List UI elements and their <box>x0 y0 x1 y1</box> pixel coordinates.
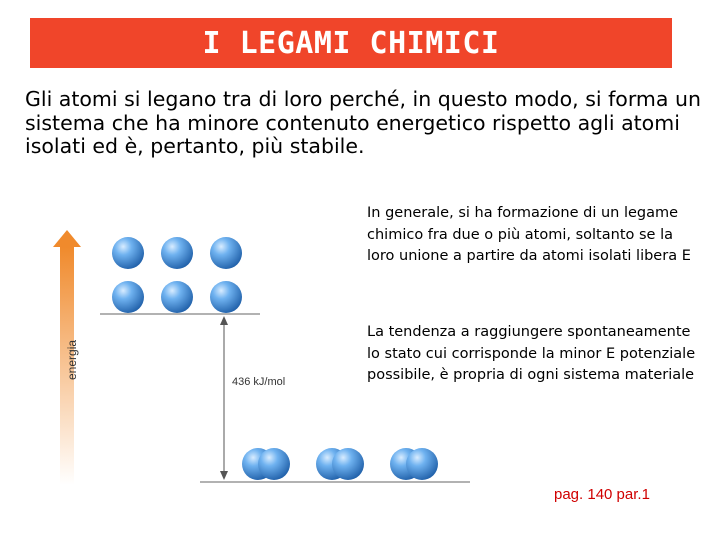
energy-axis-label: energia <box>65 339 79 380</box>
isolated-atom <box>161 281 193 313</box>
note-minimum-energy: La tendenza a raggiungere spontaneamente lo stato cui corrisponde la minor E potenziale possibile, è propria di ogni sistema materiale <box>367 324 696 383</box>
isolated-atom <box>112 281 144 313</box>
energy-difference-arrow <box>220 316 228 480</box>
molecule-atom <box>406 448 438 480</box>
hydrogen-molecule <box>390 448 438 480</box>
isolated-atom <box>161 237 193 269</box>
page-reference: pag. 140 par.1 <box>554 486 650 503</box>
isolated-atom <box>112 237 144 269</box>
molecules <box>242 448 438 480</box>
molecule-atom <box>332 448 364 480</box>
title-bar <box>30 18 672 68</box>
energy-diagram <box>50 225 480 490</box>
intro-paragraph: Gli atomi si legano tra di loro perché, in questo modo, si forma un sistema che ha minore contenuto energetico rispetto agli atomi isolati ed è, pertanto, più stabile. <box>25 87 701 158</box>
energy-difference-label: 436 kJ/mol <box>232 376 286 388</box>
isolated-atom <box>210 237 242 269</box>
molecule-atom <box>258 448 290 480</box>
isolated-atom <box>210 281 242 313</box>
isolated-atoms <box>112 237 242 313</box>
note-bond-formation: In generale, si ha formazione di un legame chimico fra due o più atomi, soltanto se la loro unione a partire da atomi isolati libera E <box>367 205 691 264</box>
page-title: I LEGAMI CHIMICI <box>202 25 500 61</box>
hydrogen-molecule <box>316 448 364 480</box>
hydrogen-molecule <box>242 448 290 480</box>
